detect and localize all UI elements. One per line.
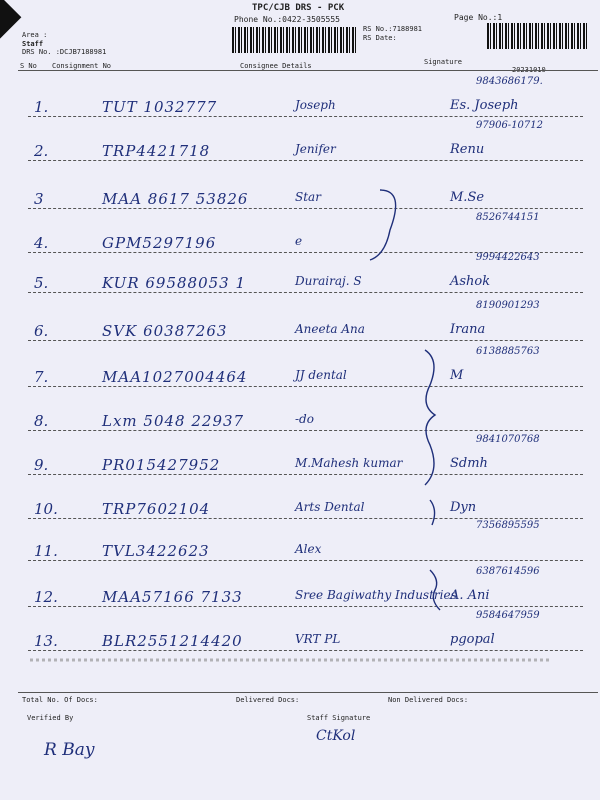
verified-by-label: Verified By bbox=[27, 714, 74, 722]
row-consignment-no: PR015427952 bbox=[102, 456, 221, 474]
rs-number: RS No.:7188981 bbox=[363, 25, 423, 33]
row-signature: Renu bbox=[450, 142, 485, 157]
row-consignee-name: Durairaj. S bbox=[295, 274, 362, 288]
row-consignee-name: Sree Bagiwathy Industries bbox=[295, 588, 457, 602]
row-consignment-no: TUT 1032777 bbox=[102, 98, 218, 116]
row-serial: 4. bbox=[34, 234, 49, 252]
non-delivered-docs: Non Delivered Docs: bbox=[388, 696, 469, 704]
row-serial: 1. bbox=[34, 98, 49, 116]
row-phone: 97906-10712 bbox=[476, 120, 544, 131]
row-consignment-no: MAA 8617 53826 bbox=[102, 190, 249, 208]
row-serial: 7. bbox=[34, 368, 49, 386]
row-phone: 6387614596 bbox=[476, 566, 540, 577]
row-phone: 6138885763 bbox=[476, 346, 540, 357]
row-consignee-name: Star bbox=[295, 190, 321, 204]
delivered-docs: Delivered Docs: bbox=[236, 696, 300, 704]
column-consignee: Consignee Details bbox=[240, 62, 312, 70]
column-sno: S No bbox=[20, 62, 37, 70]
row-consignee-name: -do bbox=[295, 412, 314, 426]
column-date: 20231010 bbox=[512, 66, 546, 74]
row-serial: 10. bbox=[34, 500, 58, 518]
row-signature: Irana bbox=[450, 322, 486, 337]
row-consignment-no: SVK 60387263 bbox=[102, 322, 228, 340]
total-docs: Total No. Of Docs: bbox=[22, 696, 98, 704]
row-consignee-name: M.Mahesh kumar bbox=[295, 456, 403, 470]
row-signature: pgopal bbox=[450, 632, 495, 647]
row-consignment-no: TRP7602104 bbox=[102, 500, 211, 518]
verified-signature: R Bay bbox=[44, 740, 95, 760]
row-consignee-name: Jenifer bbox=[295, 142, 336, 156]
row-phone: 9994422643 bbox=[476, 252, 540, 263]
row-signature: Es. Joseph bbox=[450, 98, 519, 113]
row-phone: 8190901293 bbox=[476, 300, 540, 311]
row-signature: Sdmh bbox=[450, 456, 488, 471]
document-title: TPC/CJB DRS - PCK bbox=[252, 3, 345, 13]
row-serial: 11. bbox=[34, 542, 58, 560]
row-serial: 12. bbox=[34, 588, 58, 606]
row-serial: 3 bbox=[34, 190, 44, 208]
row-serial: 8. bbox=[34, 412, 49, 430]
row-consignee-name: Alex bbox=[295, 542, 322, 556]
row-consignee-name: e bbox=[295, 234, 303, 248]
page-number: Page No.:1 bbox=[454, 13, 503, 22]
column-signature: Signature bbox=[424, 58, 462, 66]
staff-signature: CtKol bbox=[316, 728, 356, 744]
row-serial: 9. bbox=[34, 456, 49, 474]
header-phone: Phone No.:0422-3505555 bbox=[234, 15, 340, 24]
footer-rule bbox=[18, 692, 598, 693]
row-consignment-no: MAA57166 7133 bbox=[102, 588, 243, 606]
row-signature: Dyn bbox=[450, 500, 477, 515]
row-consignment-no: TVL3422623 bbox=[102, 542, 210, 560]
row-phone: 8526744151 bbox=[476, 212, 540, 223]
row-serial: 13. bbox=[34, 632, 58, 650]
row-consignment-no: TRP4421718 bbox=[102, 142, 211, 160]
row-phone: 9843686179. bbox=[476, 76, 543, 87]
row-phone: 9841070768 bbox=[476, 434, 540, 445]
row-phone: 9584647959 bbox=[476, 610, 540, 621]
staff-signature-label: Staff Signature bbox=[307, 714, 371, 722]
row-consignment-no: KUR 69588053 1 bbox=[102, 274, 247, 292]
rs-date: RS Date: bbox=[363, 34, 397, 42]
row-consignee-name: Arts Dental bbox=[295, 500, 365, 514]
column-consignment: Consignment No bbox=[52, 62, 112, 70]
row-consignee-name: VRT PL bbox=[295, 632, 341, 646]
row-signature: M bbox=[450, 368, 464, 383]
row-signature: Ashok bbox=[450, 274, 491, 289]
row-consignment-no: MAA1027004464 bbox=[102, 368, 248, 386]
row-serial: 2. bbox=[34, 142, 49, 160]
row-consignee-name: Aneeta Ana bbox=[295, 322, 365, 336]
row-consignment-no: GPM5297196 bbox=[102, 234, 217, 252]
row-consignment-no: Lxm 5048 22937 bbox=[102, 412, 245, 430]
row-consignment-no: BLR2551214420 bbox=[102, 632, 243, 650]
row-signature: M.Se bbox=[450, 190, 485, 205]
row-phone: 7356895595 bbox=[476, 520, 540, 531]
drs-number: DRS No. :DCJB7188981 bbox=[22, 48, 107, 56]
staff-label: Staff bbox=[22, 40, 44, 48]
area-label: Area : bbox=[22, 31, 48, 39]
row-consignee-name: Joseph bbox=[295, 98, 336, 112]
row-consignee-name: JJ dental bbox=[295, 368, 347, 382]
row-serial: 5. bbox=[34, 274, 49, 292]
row-serial: 6. bbox=[34, 322, 49, 340]
row-signature: A. Ani bbox=[450, 588, 490, 603]
